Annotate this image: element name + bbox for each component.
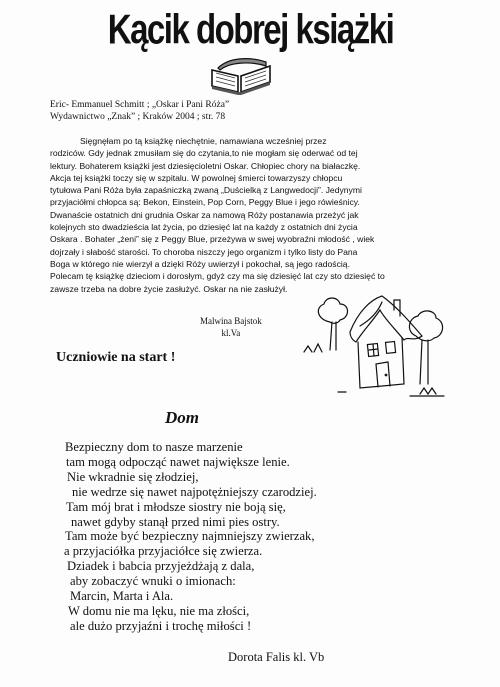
review-line: Oskara . Bohater „żeni” się z Peggy Blue, przeżywa w swej wyobraźni młodość , wiek: [50, 234, 375, 245]
review-line: Sięgnęłam po tą książkę niechętnie, namawiana wcześniej przez: [80, 136, 327, 146]
poem-line: tam mogą odpocząć nawet największe lenie.: [66, 454, 290, 469]
review-author-name: Malwina Bajstok: [200, 316, 262, 326]
bibliography-line: Wydawnictwo „Znak” ; Kraków 2004 ; str. 78: [50, 112, 226, 122]
review-line: Polecam tę książkę dzieciom i dorosłym, gdyż czy ma się dziesięć lat czy sto dziesięć to: [50, 271, 385, 282]
poem-text: [60, 440, 317, 634]
poem-line: Marcin, Marta i Ala.: [70, 589, 174, 604]
poem-line: a przyjaciółka przyjaciółce się zwierza.: [64, 544, 263, 559]
poem-line: Bezpieczny dom to nasze marzenie: [65, 440, 243, 454]
house-with-trees-icon: [300, 292, 450, 402]
poem-line: Nie wkradnie się złodziej,: [67, 469, 199, 484]
review-author-class: kl.Va: [221, 328, 241, 338]
section-heading: Uczniowie na start !: [56, 350, 176, 365]
poem-title: Dom: [165, 408, 199, 427]
review-line: przyjaciółmi chłopca są: Bekon, Einstein, Pop Corn, Peggy Blue i jego rówieśnicy.: [50, 197, 360, 208]
poem-line: aby zobaczyć wnuki o imionach:: [70, 574, 236, 589]
poem-line: Dziadek i babcia przyjeżdżają z dala,: [67, 559, 255, 574]
poem-line: ale dużo przyjaźni i trochę miłości !: [70, 618, 252, 633]
open-book-icon: [208, 56, 274, 96]
book-review-text: [50, 135, 460, 295]
review-line: rodziców. Gdy jednak zmusiłam się do czytania,to nie mogłam się oderwać od tej: [50, 148, 358, 159]
poem-author: Dorota Falis kl. Vb: [228, 650, 325, 664]
poem-line: nie wedrze się nawet najpotężniejszy czarodziej.: [72, 484, 317, 499]
review-line: tytułowa Pani Róża była zapaśniczką zwaną „Duścielką z Langwedocji”. Jedynymi: [50, 185, 362, 196]
masthead-title: Kącik dobrej książki: [107, 6, 394, 53]
bibliography: [50, 99, 470, 123]
review-line: dojrzały i słabość starości. To choroba niszczy jego organizm i tylko listy do Pana: [50, 246, 358, 257]
poem-line: W domu nie ma lęku, nie ma złości,: [68, 603, 250, 618]
poem-line: nawet gdyby stanął przed nimi pies ostry.: [71, 514, 280, 529]
review-line: Dwanaście ostatnich dni grudnia Oskar za namową Róży postanawia przeżyć jak: [50, 209, 359, 220]
review-line: Akcja tej książki toczy się w szpitalu. W powolnej śmierci towarzyszy chłopcu: [50, 172, 343, 183]
review-line: zawsze trzeba na dobre życie zasłużyć. Oskar na nie zasłużył.: [50, 283, 288, 294]
review-line: Boga w którego nie wierzył a dzięki Róży uwierzył i pokochał, są jego radością.: [50, 258, 350, 269]
bibliography-line: Eric- Emmanuel Schmitt ; „Oskar i Pani Róża”: [50, 100, 230, 110]
poem-line: Tam może być bezpieczny najmniejszy zwierzak,: [65, 529, 315, 544]
poem-line: Tam mój brat i młodsze siostry nie boją się,: [66, 499, 286, 514]
review-author: [200, 315, 262, 339]
review-line: kolejnych sto dwadzieścia lat życia, po dziesięć lat na każdy z ostatnich dni życia: [50, 222, 358, 233]
review-line: lektury. Bohaterem książki jest dziesięcioletni Oskar. Chłopiec chory na białaczkę.: [50, 160, 361, 171]
